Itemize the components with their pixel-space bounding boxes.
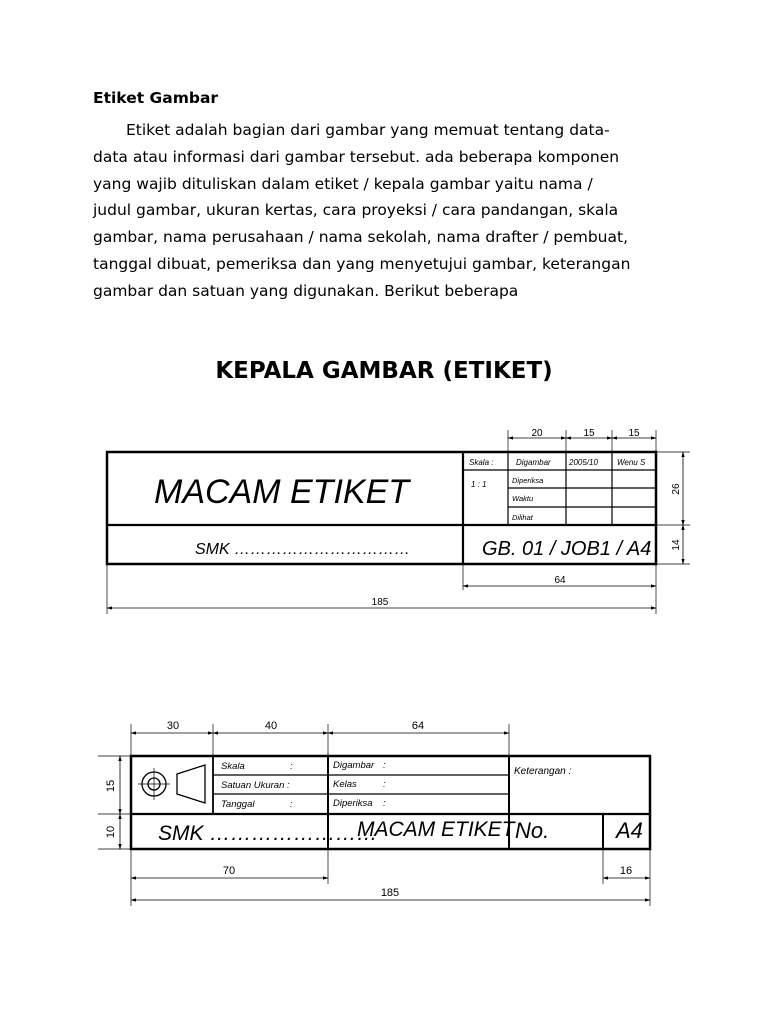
etiket-2-skala: Skala xyxy=(221,761,245,772)
etiket-1-skala-label: Skala : xyxy=(469,458,494,467)
etiket-2-tanggal: Tanggal xyxy=(221,799,255,810)
etiket-2-no: No. xyxy=(515,818,550,843)
dimension-label: 16 xyxy=(619,865,633,877)
etiket-2-size: A4 xyxy=(616,818,643,843)
etiket-2-colon: : xyxy=(383,779,386,790)
etiket-2-text xyxy=(105,720,643,899)
dimension-label: 40 xyxy=(264,720,278,732)
paragraph-line: Etiket adalah bagian dari gambar yang memuat tentang data- xyxy=(126,121,610,139)
paragraph-line: gambar, nama perusahaan / nama sekolah, nama drafter / pembuat, xyxy=(93,228,628,247)
etiket-2-kelas: Kelas xyxy=(333,779,357,790)
dimension-label: 64 xyxy=(411,720,425,732)
dimension-label: 64 xyxy=(554,575,566,586)
etiket-1-digambar: Digambar xyxy=(516,458,551,467)
etiket-2-diperiksa: Diperiksa xyxy=(333,798,373,809)
etiket-2-colon: : xyxy=(290,799,293,810)
projection-symbol-icon xyxy=(138,765,205,803)
etiket-1-name: Wenu S xyxy=(617,458,646,467)
dimension-label: 15 xyxy=(105,779,117,793)
etiket-1-waktu: Waktu xyxy=(512,494,534,503)
dimension-label: 26 xyxy=(671,483,682,495)
dimension-label: 10 xyxy=(105,825,117,839)
etiket-2-keterangan: Keterangan : xyxy=(514,766,572,777)
etiket-2-colon: : xyxy=(383,760,386,771)
etiket-1-school: SMK …………………………… xyxy=(195,541,411,558)
etiket-2 xyxy=(98,724,650,906)
etiket-2-colon: : xyxy=(290,761,293,772)
dimension-label: 70 xyxy=(222,865,236,877)
etiket-2-digambar: Digambar xyxy=(333,760,375,771)
etiket-1-dilihat: Dilihat xyxy=(512,513,533,522)
paragraph-line: data atau informasi dari gambar tersebut. ada beberapa komponen xyxy=(93,147,620,166)
paragraph-line: yang wajib dituliskan dalam etiket / kepala gambar yaitu nama / xyxy=(93,174,593,193)
paragraph-line: gambar dan satuan yang digunakan. Berikut beberapa xyxy=(93,281,519,300)
dimension-label: 185 xyxy=(380,887,400,899)
dimension-label: 15 xyxy=(583,428,595,439)
dimension-label: 15 xyxy=(628,428,640,439)
etiket-1-skala-value: 1 : 1 xyxy=(471,480,487,489)
etiket-2-colon: : xyxy=(383,798,386,809)
dimension-label: 14 xyxy=(671,539,682,551)
etiket-1-text xyxy=(154,428,682,608)
dimension-label: 30 xyxy=(166,720,180,732)
etiket-2-school: SMK …………………… xyxy=(158,822,378,845)
paragraph-line: tanggal dibuat, pemeriksa dan yang menyetujui gambar, keterangan xyxy=(93,254,631,273)
dimension-label: 185 xyxy=(371,597,389,608)
etiket-2-title: MACAM ETIKET xyxy=(357,818,515,841)
page-title: KEPALA GAMBAR (ETIKET) xyxy=(215,358,553,384)
section-heading: Etiket Gambar xyxy=(93,89,219,107)
etiket-1-date: 2005/10 xyxy=(569,458,598,467)
etiket-1-title: MACAM ETIKET xyxy=(154,473,410,511)
etiket-2-satuan: Satuan Ukuran : xyxy=(221,780,290,791)
paragraph-line: judul gambar, ukuran kertas, cara proyeksi / cara pandangan, skala xyxy=(93,201,619,220)
dimension-label: 20 xyxy=(531,428,543,439)
etiket-1-code: GB. 01 / JOB1 / A4 xyxy=(482,538,652,560)
etiket-1-diperiksa: Diperiksa xyxy=(512,476,544,485)
etiket-1 xyxy=(107,430,690,614)
